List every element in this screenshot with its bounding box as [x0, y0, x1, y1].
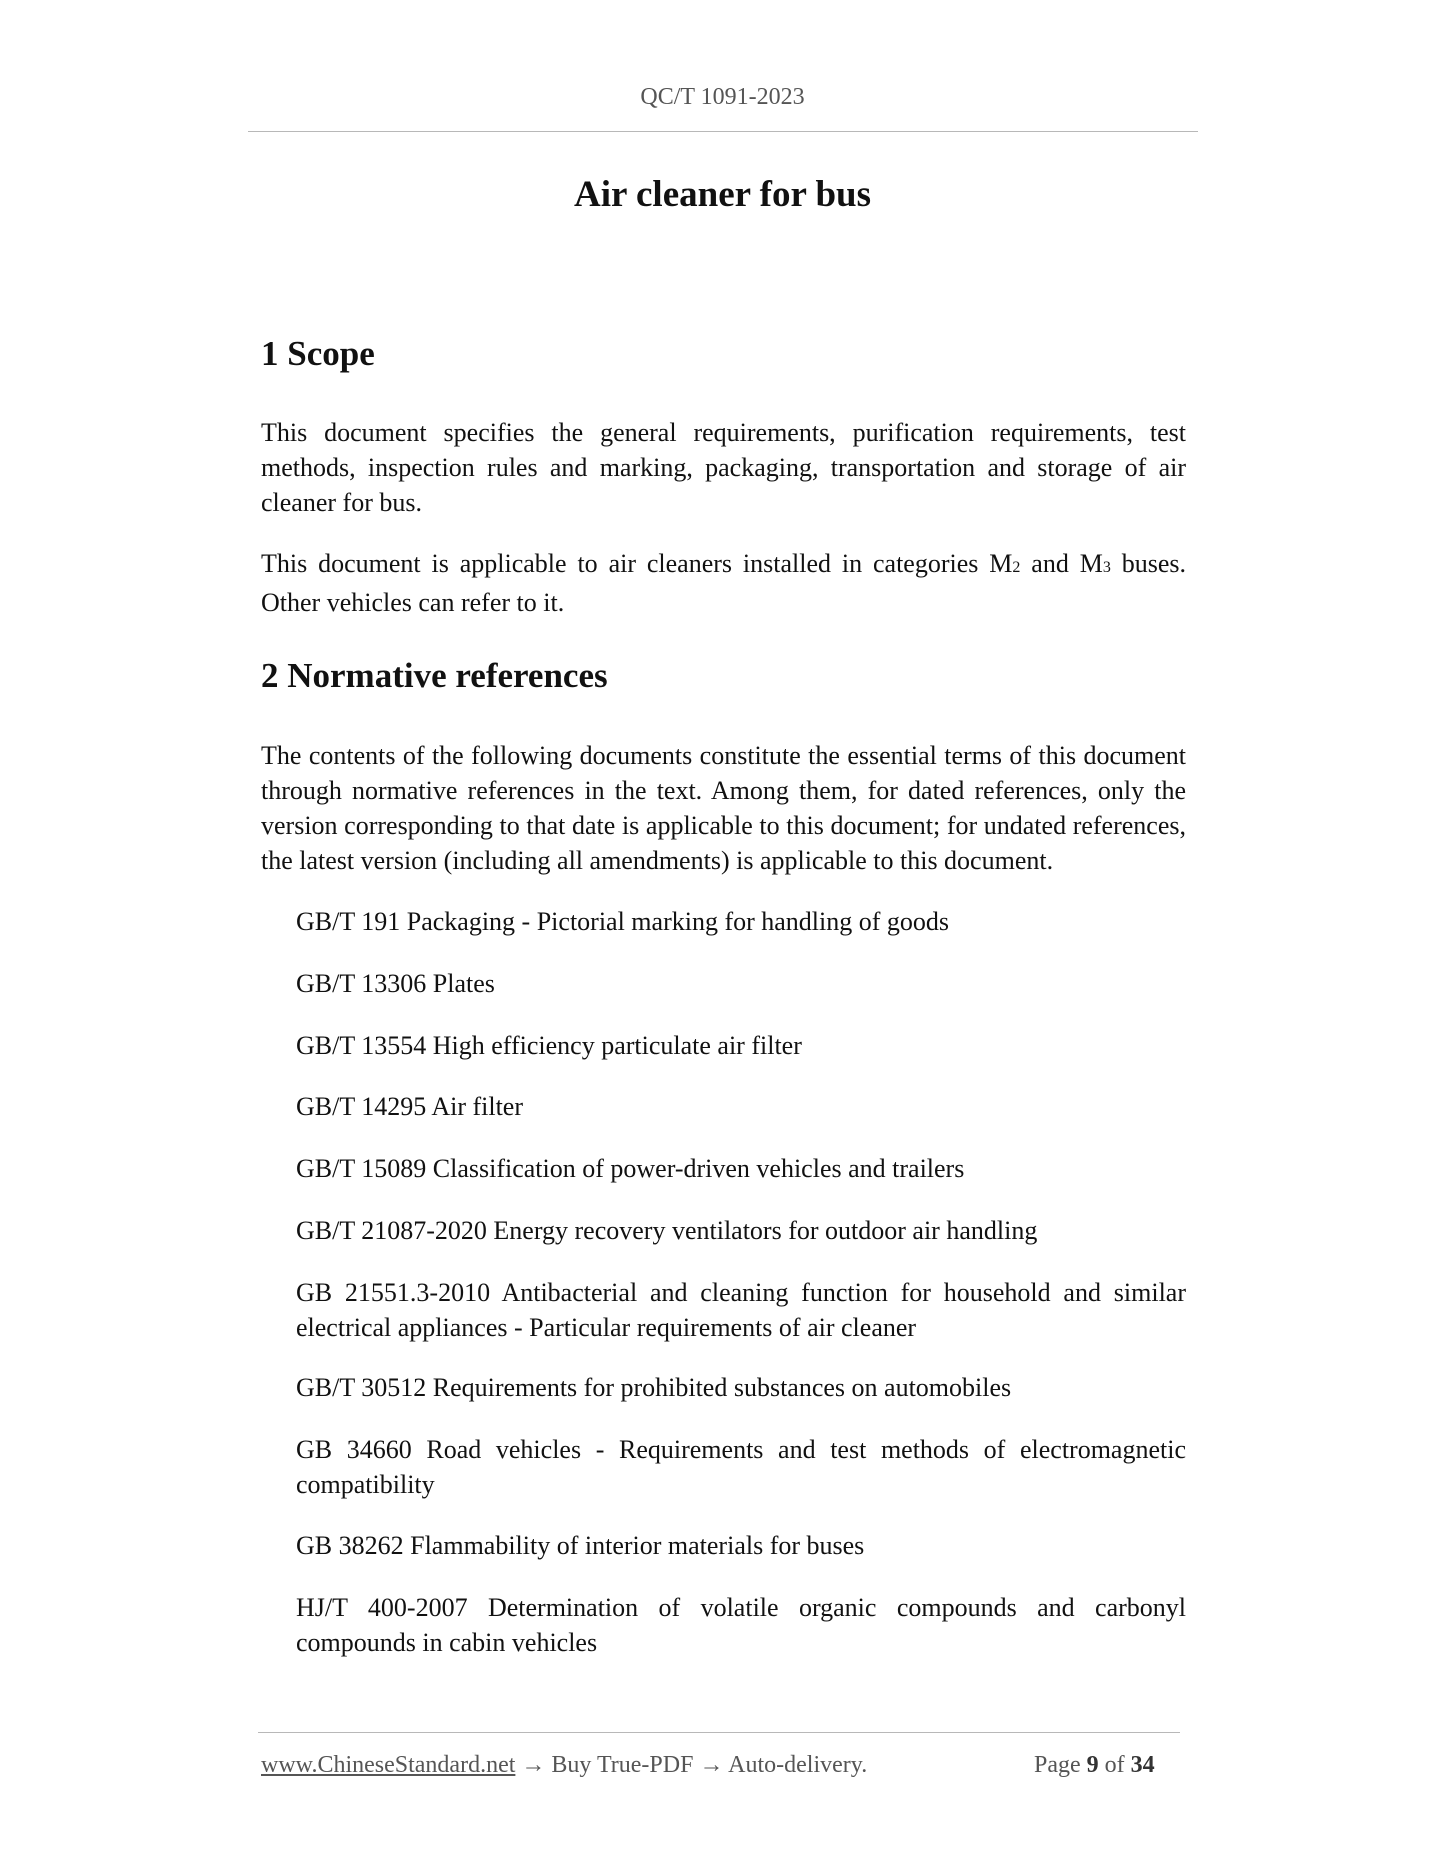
section-heading-scope: 1 Scope: [261, 334, 375, 373]
arrow-right-icon: →: [693, 1752, 729, 1778]
reference-item: GB/T 13554 High efficiency particulate air filter: [296, 1031, 802, 1060]
arrow-right-icon: →: [515, 1752, 552, 1778]
reference-item: GB/T 15089 Classification of power-driven vehicles and trailers: [296, 1154, 965, 1183]
page-label: Page: [1034, 1752, 1087, 1778]
reference-item: GB 38262 Flammability of interior materials for buses: [296, 1531, 865, 1560]
reference-item: GB 34660 Road vehicles - Requirements and test methods of electromagnetic compatibility: [296, 1435, 1186, 1499]
of-label: of: [1098, 1752, 1131, 1778]
normative-intro-paragraph: The contents of the following documents constitute the essential terms of this document through normative references in the text. Among them, for dated references, only the version corresponding to that date is applicable to this document; for undated references, the latest version (including all amendments) is applicable to this document.: [261, 741, 1186, 875]
scope-paragraph-1: This document specifies the general requirements, purification requirements, test methods, inspection rules and marking, packaging, transportation and storage of air cleaner for bus.: [261, 418, 1186, 517]
footer-divider: [258, 1732, 1180, 1733]
buy-true-pdf-text: Buy True-PDF: [551, 1752, 694, 1778]
document-title: Air cleaner for bus: [573, 174, 871, 215]
total-pages-number: 34: [1130, 1752, 1155, 1778]
reference-item: GB/T 14295 Air filter: [296, 1092, 524, 1121]
footer-links: [261, 1752, 867, 1779]
reference-item: GB/T 13306 Plates: [296, 969, 495, 998]
reference-item: GB/T 191 Packaging - Pictorial marking for handling of goods: [296, 907, 950, 936]
reference-item: GB/T 30512 Requirements for prohibited substances on automobiles: [296, 1373, 1012, 1402]
reference-item: GB/T 21087-2020 Energy recovery ventilators for outdoor air handling: [296, 1216, 1038, 1245]
reference-item: HJ/T 400-2007 Determination of volatile organic compounds and carbonyl compounds in cabin vehicles: [296, 1593, 1186, 1657]
header-standard-code: QC/T 1091-2023: [640, 84, 805, 110]
subscript-2: 2: [1012, 559, 1021, 576]
current-page-number: 9: [1086, 1752, 1099, 1778]
auto-delivery-text: Auto-delivery.: [728, 1752, 868, 1778]
section-heading-normative-references: 2 Normative references: [261, 656, 608, 695]
scope-paragraph-2: [261, 546, 1186, 620]
scope-paragraph-2-part-a: This document is applicable to air cleaners installed in categories M: [261, 549, 1013, 578]
reference-item: GB 21551.3-2010 Antibacterial and cleaning function for household and similar electrical appliances - Particular requirements of air cleaner: [296, 1278, 1186, 1342]
scope-paragraph-2-part-b: and M: [1020, 549, 1103, 578]
page-indicator: [1034, 1752, 1155, 1779]
subscript-3: 3: [1102, 559, 1111, 576]
chinesestandard-link[interactable]: www.ChineseStandard.net: [261, 1752, 516, 1778]
scope-paragraph-2-part-c: buses. Other vehicles can refer to it.: [261, 549, 1186, 617]
header-divider: [248, 131, 1198, 132]
